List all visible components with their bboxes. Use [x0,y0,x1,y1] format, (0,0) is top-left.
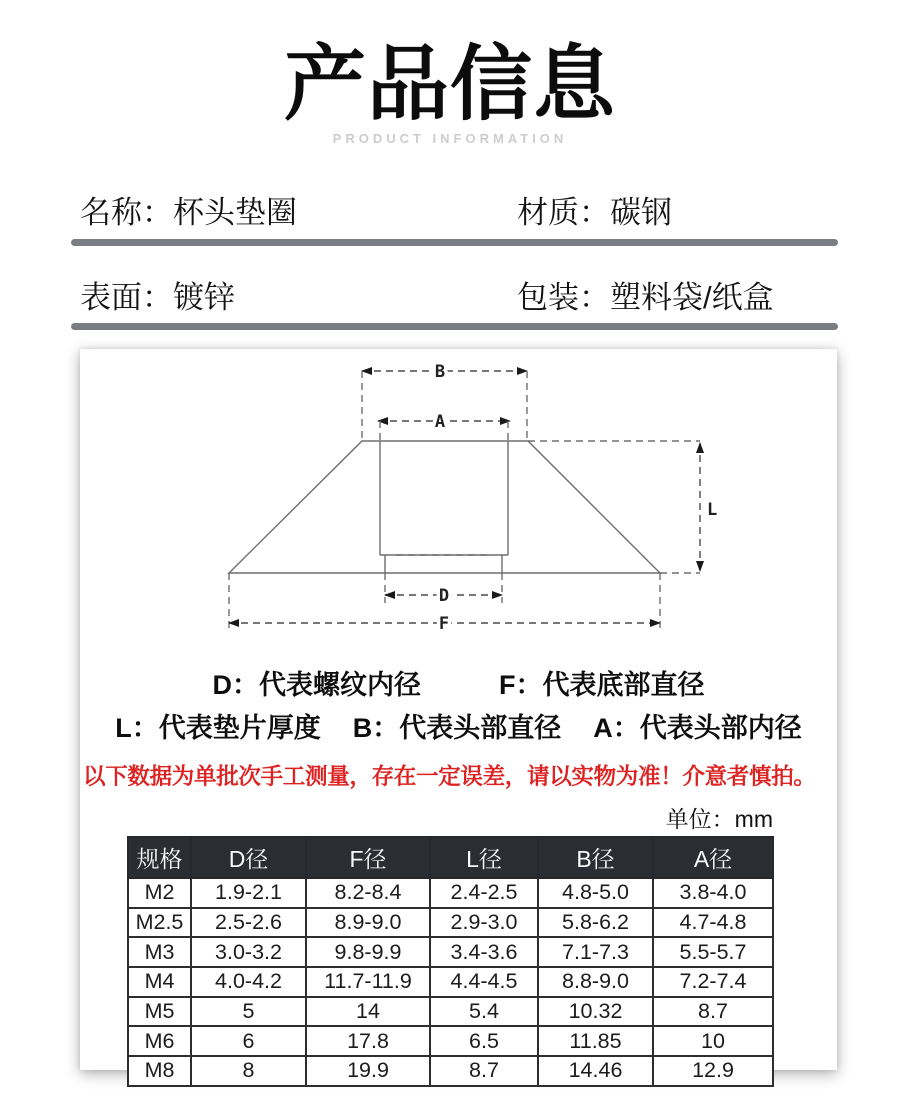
legend-item-F: F：代表底部直径 [499,670,705,700]
table-row [128,908,773,938]
table-cell: 5.8-6.2 [538,908,653,938]
table-cell: 7.1-7.3 [538,937,653,967]
table-cell: 5 [191,997,306,1027]
table-cell: 14 [306,997,430,1027]
info-label: 包装： [517,280,610,315]
page-title: 产品信息 [283,39,616,130]
info-value: 镀锌 [173,280,235,315]
legend-item-L: L：代表垫片厚度 [115,713,321,743]
table-cell: M3 [128,937,191,967]
table-cell: M2.5 [128,908,191,938]
table-cell: 8.2-8.4 [306,878,430,908]
info-label: 名称： [80,195,173,230]
unit-note: 单位：mm [665,806,773,832]
table-cell: 8.9-9.0 [306,908,430,938]
spec-table [127,836,774,1087]
table-row [128,937,773,967]
table-cell: 10 [653,1026,773,1056]
info-field-material [517,187,672,232]
measurement-warning-text: 以下数据为单批次手工测量，存在一定误差，请以实物为准！介意者慎拍。 [83,764,816,789]
table-row [128,1026,773,1056]
table-header-cell: A径 [653,837,773,878]
table-cell: 5.4 [430,997,538,1027]
table-header-cell: B径 [538,837,653,878]
divider-bar [71,323,838,330]
spec-card [80,349,837,1083]
table-header-row [128,837,773,878]
table-cell: 4.4-4.5 [430,967,538,997]
table-cell: 10.32 [538,997,653,1027]
table-header-cell: D径 [191,837,306,878]
info-label: 表面： [80,280,173,315]
info-field-name [80,187,297,232]
dim-label-A: A [434,412,446,432]
table-row [128,997,773,1027]
table-cell: 1.9-2.1 [191,878,306,908]
table-header-cell: F径 [306,837,430,878]
table-cell: 6.5 [430,1026,538,1056]
table-cell: 19.9 [306,1056,430,1086]
table-cell: 12.9 [653,1056,773,1086]
info-value: 杯头垫圈 [173,195,297,230]
table-cell: 6 [191,1026,306,1056]
table-header-cell: 规格 [128,837,191,878]
table-cell: 11.7-11.9 [306,967,430,997]
table-cell: 8.8-9.0 [538,967,653,997]
table-row [128,878,773,908]
legend-item-B: B：代表头部直径 [352,713,562,743]
divider-bar [71,239,838,246]
table-cell: 3.0-3.2 [191,937,306,967]
table-cell: 8 [191,1056,306,1086]
table-cell: 14.46 [538,1056,653,1086]
legend-row-1 [80,663,837,702]
info-value: 塑料袋/纸盒 [610,280,774,315]
washer-dimension-diagram [146,355,722,651]
table-cell: 2.5-2.6 [191,908,306,938]
table-row [128,967,773,997]
page-subtitle: PRODUCT INFORMATION [332,131,568,146]
legend-item-A: A：代表头部内径 [593,713,802,743]
dim-label-B: B [434,362,446,382]
spec-table-header [128,837,773,878]
table-cell: 17.8 [306,1026,430,1056]
dim-label-F: F [438,614,450,634]
info-label: 材质： [517,195,610,230]
legend-row-2 [80,706,837,745]
table-cell: M2 [128,878,191,908]
dim-label-L: L [707,500,718,520]
washer-outline [229,441,660,573]
table-cell: 2.4-2.5 [430,878,538,908]
table-cell: M4 [128,967,191,997]
table-cell: 3.8-4.0 [653,878,773,908]
table-cell: 4.7-4.8 [653,908,773,938]
legend-item-D: D：代表螺纹内径 [212,670,421,700]
info-value: 碳钢 [610,195,672,230]
table-cell: 4.8-5.0 [538,878,653,908]
table-row [128,1056,773,1086]
table-cell: M5 [128,997,191,1027]
table-cell: 9.8-9.9 [306,937,430,967]
table-header-cell: L径 [430,837,538,878]
table-cell: 7.2-7.4 [653,967,773,997]
table-cell: M6 [128,1026,191,1056]
table-cell: 11.85 [538,1026,653,1056]
table-cell: M8 [128,1056,191,1086]
table-cell: 8.7 [653,997,773,1027]
dim-label-D: D [438,586,450,606]
table-cell: 5.5-5.7 [653,937,773,967]
info-field-surface [80,272,235,317]
table-cell: 2.9-3.0 [430,908,538,938]
info-field-packaging [517,272,774,317]
spec-table-body [128,878,773,1086]
table-cell: 4.0-4.2 [191,967,306,997]
table-cell: 8.7 [430,1056,538,1086]
table-cell: 3.4-3.6 [430,937,538,967]
